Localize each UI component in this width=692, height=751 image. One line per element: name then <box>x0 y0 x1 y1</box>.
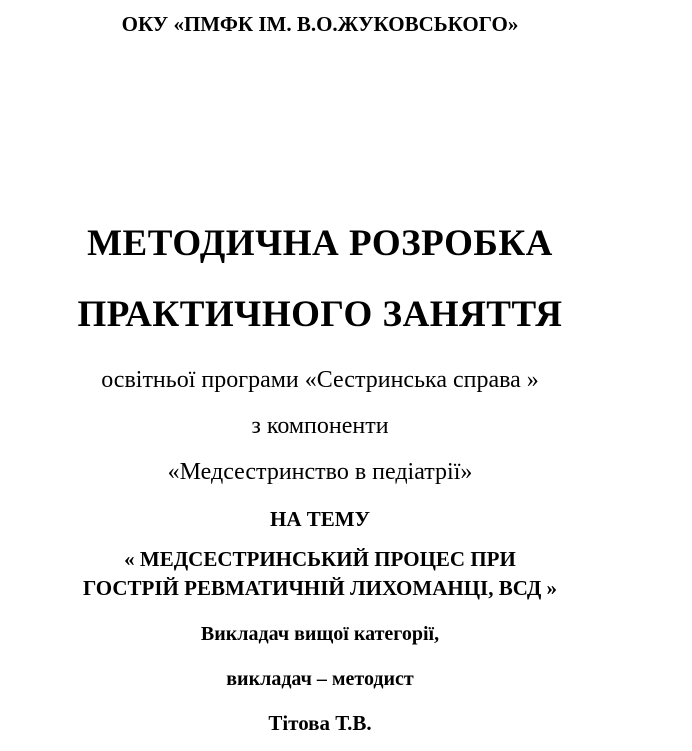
teacher-category: Викладач вищої категорії, <box>200 623 440 645</box>
teacher-position: викладач – методист <box>226 668 414 690</box>
program-description: освітньої програми «Сестринська справа » <box>101 367 539 393</box>
teacher-name: Тітова Т.В. <box>268 711 372 735</box>
document-title-line-1: МЕТОДИЧНА РОЗРОБКА <box>87 223 553 264</box>
topic-line-1: « МЕДСЕСТРИНСЬКИЙ ПРОЦЕС ПРИ <box>124 547 516 571</box>
document-title-line-2: ПРАКТИЧНОГО ЗАНЯТТЯ <box>77 294 563 335</box>
institution-name: ОКУ «ПМФК ІМ. В.О.ЖУКОВСЬКОГО» <box>121 12 519 36</box>
topic-label: НА ТЕМУ <box>270 507 370 531</box>
topic-line-2: ГОСТРІЙ РЕВМАТИЧНІЙ ЛИХОМАНЦІ, ВСД » <box>82 576 558 600</box>
component-name: «Медсестринство в педіатрії» <box>167 459 473 485</box>
component-prefix: з компоненти <box>251 413 389 439</box>
